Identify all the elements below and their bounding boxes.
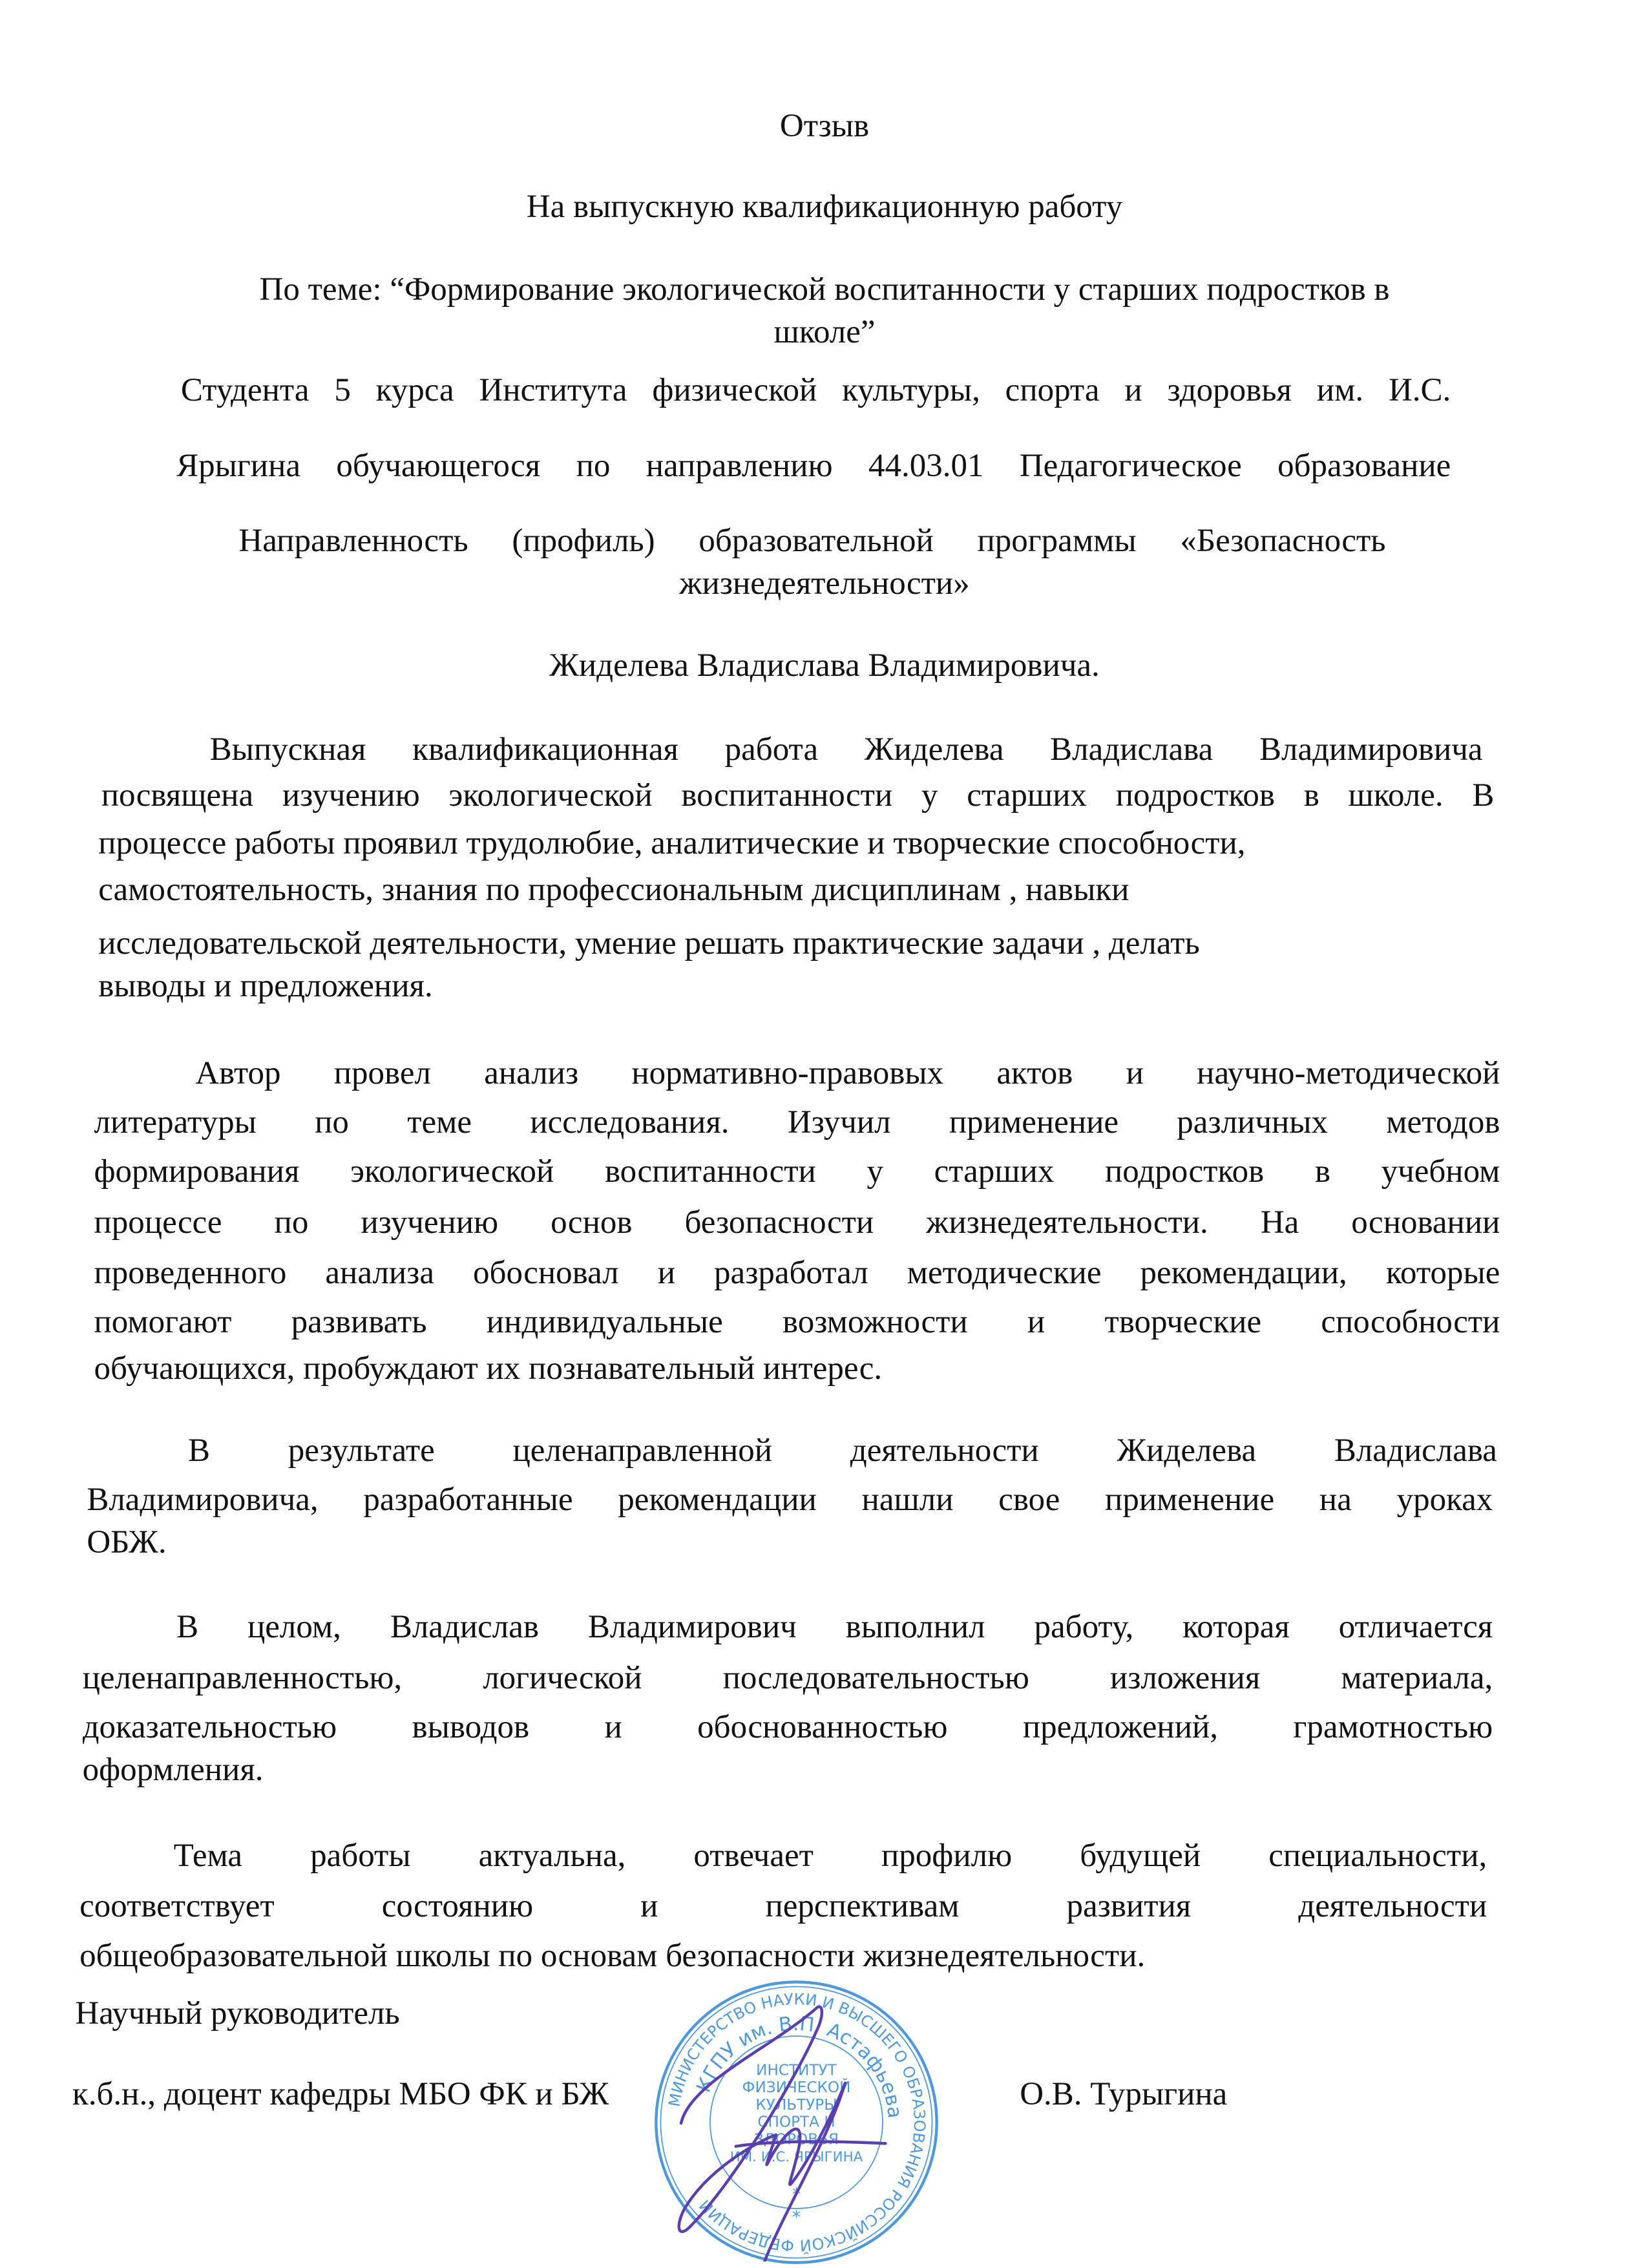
seal-center-line: ФИЗИЧЕСКОЙ: [742, 2079, 851, 2097]
paragraph-line: Тема работы актуальна, отвечает профилю будущей специальности,: [173, 1838, 1487, 1874]
paragraph-line: Автор провел анализ нормативно-правовых актов и научно-методической: [195, 1055, 1500, 1092]
seal-outer-ring: МИНИСТЕРСТВО НАУКИ И ВЫСШЕГО ОБРАЗОВАНИЯ РОССИЙСКОЙ ФЕДЕРАЦИИ: [665, 1990, 929, 2255]
profile-line: Направленность (профиль) образовательной программы «Безопасность: [238, 523, 1386, 560]
paragraph-line: В целом, Владислав Владимирович выполнил работу, которая отличается: [176, 1609, 1493, 1646]
paragraph-line: проведенного анализа обосновал и разработал методические рекомендации, которые: [94, 1254, 1500, 1291]
student-name: Жиделева Владислава Владимировича.: [549, 647, 1100, 684]
paragraph-line: исследовательской деятельности, умение решать практические задачи , делать: [98, 925, 1200, 961]
supervisor-role: Научный руководитель: [75, 1995, 400, 2032]
paragraph-line: общеобразовательной школы по основам безопасности жизнедеятельности.: [79, 1937, 1146, 1974]
document-title: Отзыв: [779, 107, 870, 144]
paragraph-line: литературы по теме исследования. Изучил применение различных методов: [94, 1104, 1500, 1141]
supervisor-name: О.В. Турыгина: [1020, 2076, 1228, 2113]
paragraph-line: Выпускная квалификационная работа Жиделева Владислава Владимировича: [209, 731, 1483, 768]
paragraph-line: процессе работы проявил трудолюбие, аналитические и творческие способности,: [98, 825, 1246, 862]
paragraph-line: доказательностью выводов и обоснованностью предложений, грамотностью: [82, 1708, 1493, 1745]
paragraph-line: Владимировича, разработанные рекомендации нашли свое применение на уроках: [87, 1482, 1493, 1518]
paragraph-line: целенаправленностью, логической последовательностью изложения материала,: [82, 1659, 1493, 1696]
topic-line: школе”: [773, 313, 876, 350]
paragraph-line: самостоятельность, знания по профессиональным дисциплинам , навыки: [98, 871, 1129, 908]
topic-line: По теме: “Формирование экологической воспитанности у старших подростков в: [259, 271, 1390, 308]
paragraph-line: оформления.: [82, 1751, 264, 1788]
student-line: Ярыгина обучающегося по направлению 44.03.01 Педагогическое образование: [176, 447, 1451, 484]
seal-middle-ring: КГПУ им. В.П. Астафьева: [692, 2012, 906, 2119]
paragraph-line: формирования экологической воспитанности у старших подростков в учебном: [94, 1153, 1500, 1190]
seal-star: *: [792, 2207, 801, 2228]
student-line: Студента 5 курса Института физической культуры, спорта и здоровья им. И.С.: [180, 372, 1451, 409]
paragraph-line: процессе по изучению основ безопасности жизнедеятельности. На основании: [94, 1204, 1500, 1241]
seal-center-line: ИНСТИТУТ: [756, 2062, 837, 2079]
document-subtitle: На выпускную квалификационную работу: [526, 189, 1123, 226]
paragraph-line: соответствует состоянию и перспективам развития деятельности: [79, 1888, 1487, 1925]
paragraph-line: помогают развивать индивидуальные возможности и творческие способности: [94, 1304, 1500, 1341]
seal-center-line: ИМ. И.С. ЯРЫГИНА: [730, 2149, 863, 2166]
handwritten-signature: [666, 1997, 898, 2262]
profile-line: жизнедеятельности»: [679, 565, 970, 602]
seal-center-line: ЗДОРОВЬЯ: [753, 2131, 839, 2148]
seal-center-line: СПОРТА И: [757, 2114, 835, 2131]
paragraph-line: выводы и предложения.: [98, 967, 433, 1004]
seal-star: *: [792, 2184, 801, 2205]
paragraph-line: ОБЖ.: [87, 1524, 167, 1561]
supervisor-position: к.б.н., доцент кафедры МБО ФК и БЖ: [72, 2076, 609, 2113]
paragraph-line: В результате целенаправленной деятельности Жиделева Владислава: [188, 1433, 1497, 1469]
seal-center-line: КУЛЬТУРЫ: [755, 2096, 837, 2114]
paragraph-line: посвящена изучению экологической воспитанности у старших подростков в школе. В: [101, 777, 1495, 814]
paragraph-line: обучающихся, пробуждают их познавательный интерес.: [94, 1350, 883, 1387]
